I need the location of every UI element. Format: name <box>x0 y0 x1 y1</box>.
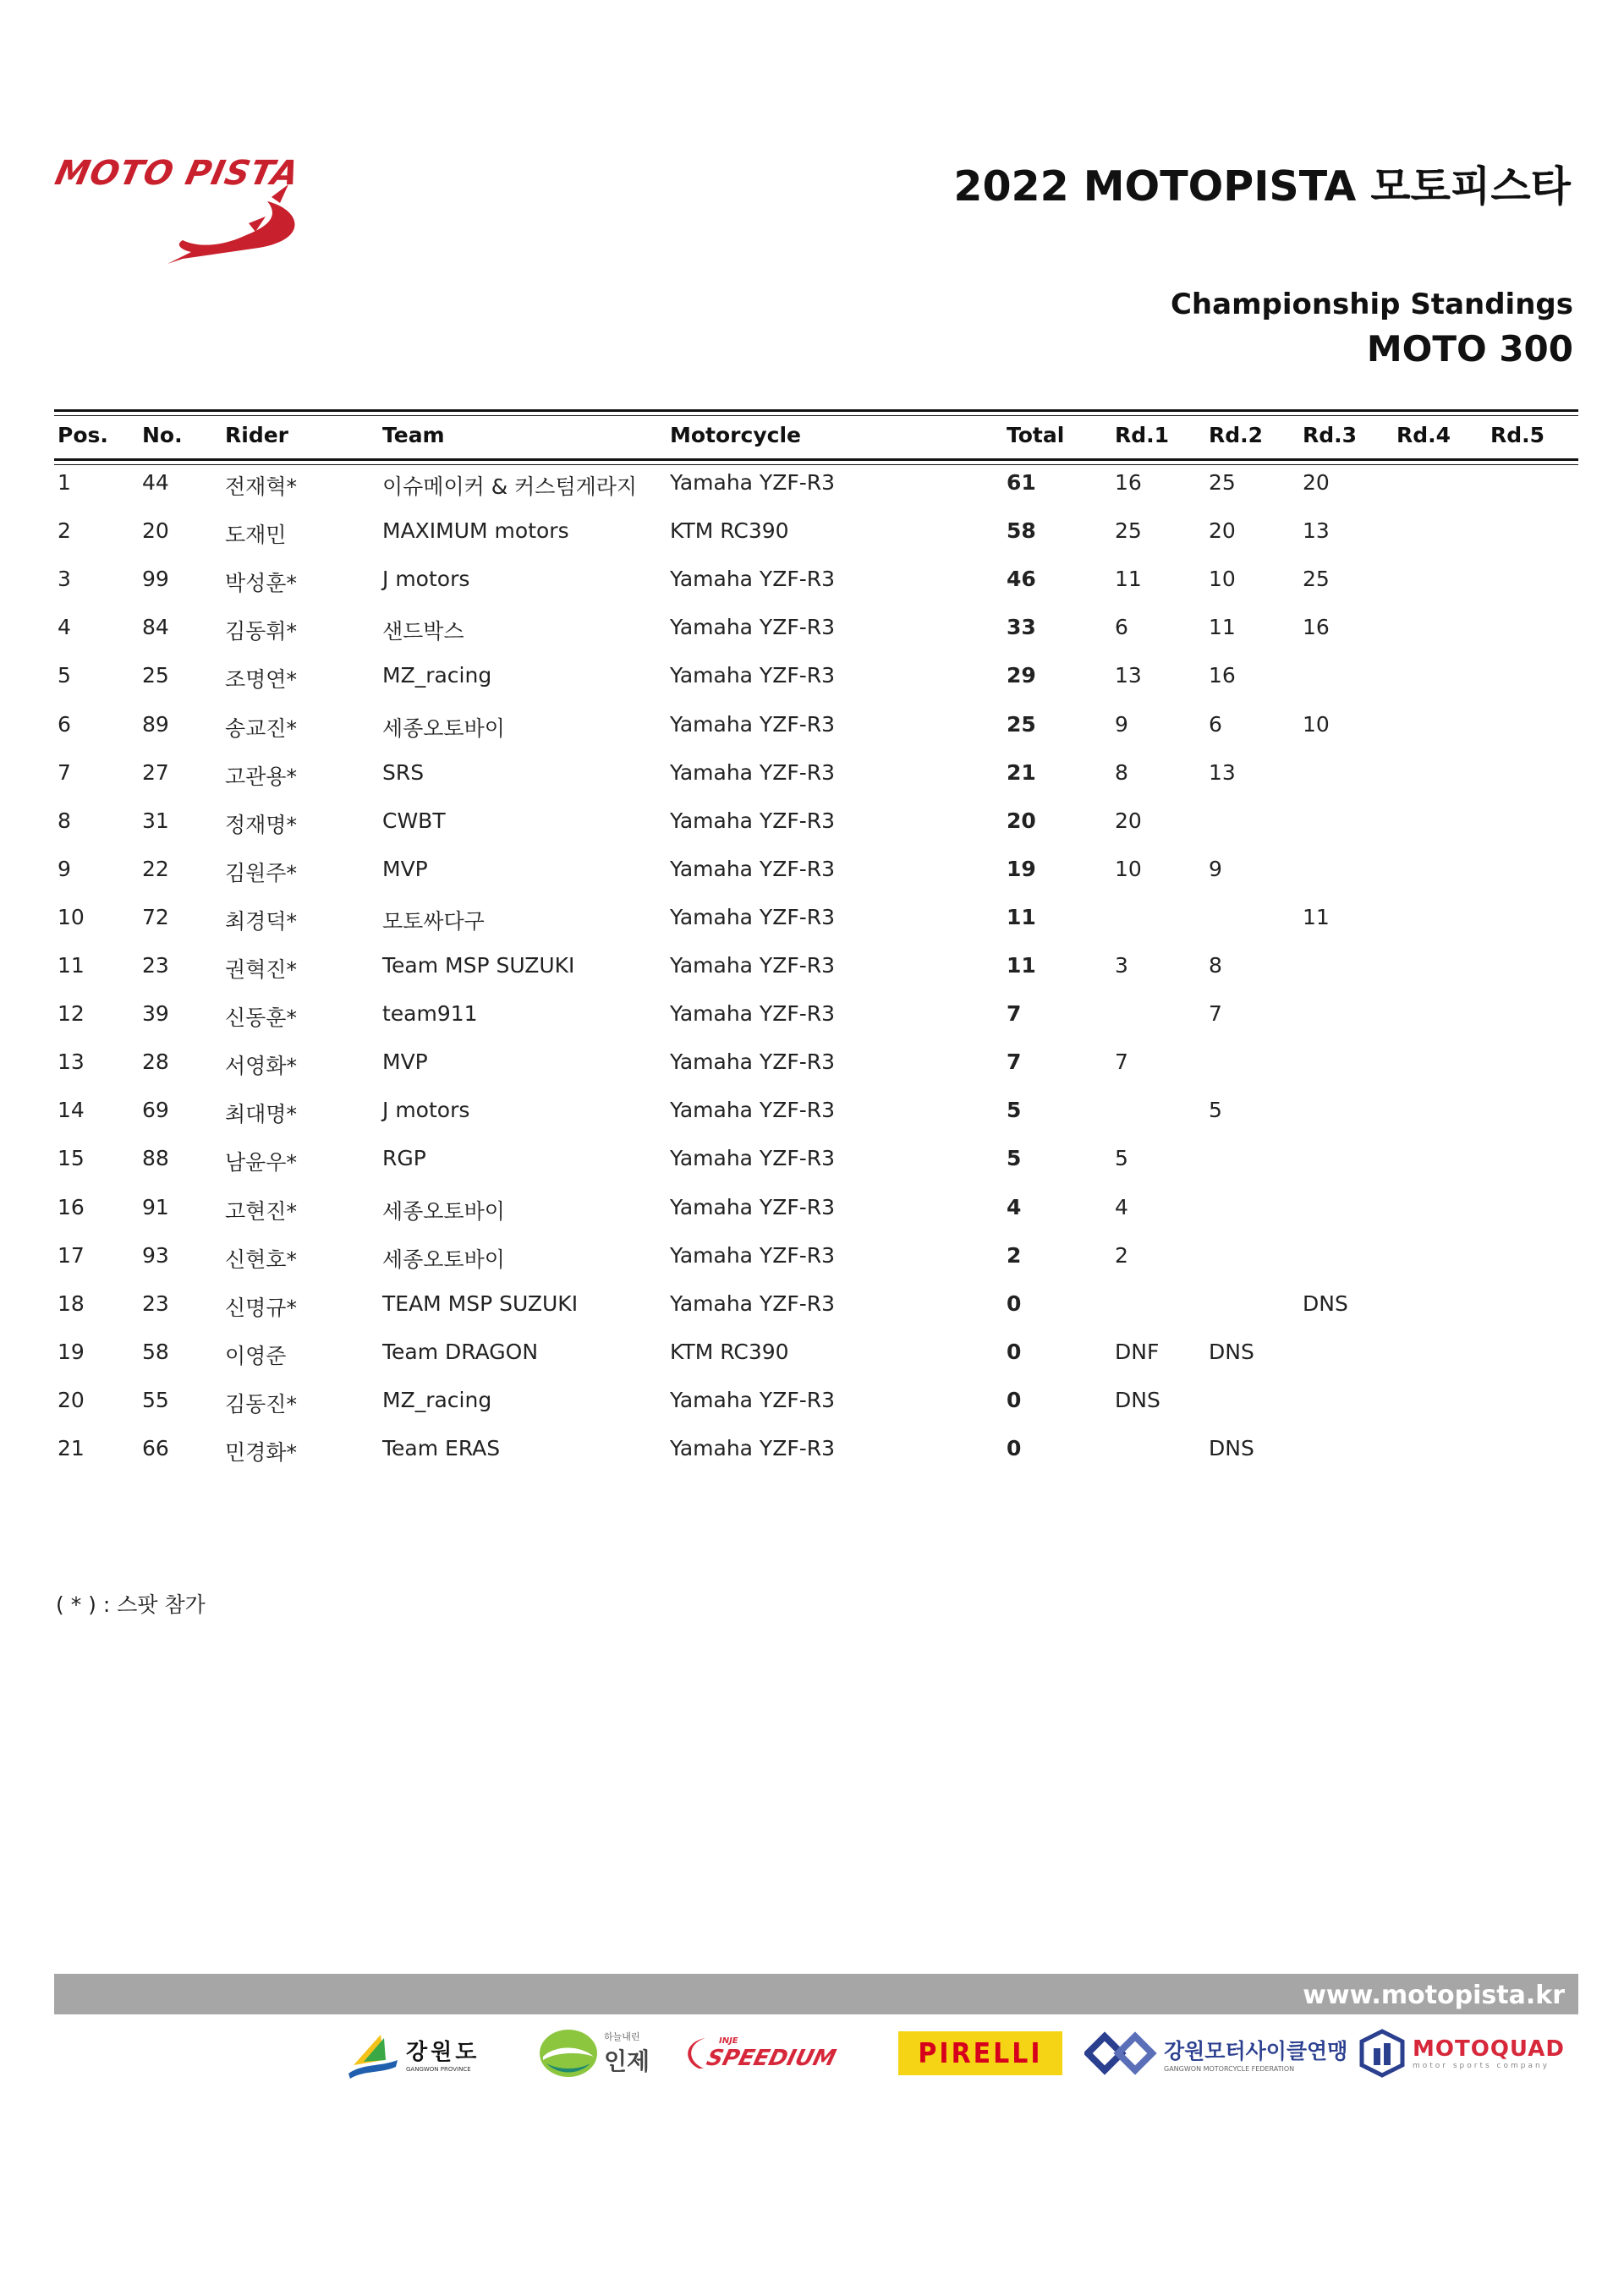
cell-total: 0 <box>1007 1387 1022 1412</box>
cell-team: 세종오토바이 <box>382 715 505 741</box>
cell-team: MVP <box>382 856 428 881</box>
cell-rd2: 9 <box>1209 856 1222 881</box>
cell-rd1: 25 <box>1115 518 1142 544</box>
cell-no: 91 <box>142 1194 169 1219</box>
cell-pos: 14 <box>58 1098 85 1123</box>
cell-motorcycle: Yamaha YZF-R3 <box>670 711 836 737</box>
speedium-icon <box>682 2035 707 2072</box>
cell-team: TEAM MSP SUZUKI <box>382 1290 579 1316</box>
cell-rd1: 9 <box>1115 711 1128 737</box>
column-header-no: No. <box>142 423 183 447</box>
column-header-rd1: Rd.1 <box>1115 423 1170 447</box>
cell-motorcycle: KTM RC390 <box>670 518 789 544</box>
table-row <box>54 615 1578 649</box>
table-row <box>54 1098 1578 1132</box>
cell-no: 20 <box>142 518 169 544</box>
cell-team: J motors <box>382 1098 470 1123</box>
cell-team: MAXIMUM motors <box>382 518 569 544</box>
cell-rd2: 25 <box>1209 470 1236 495</box>
table-row <box>54 712 1578 746</box>
column-header-motorcycle: Motorcycle <box>670 423 801 447</box>
cell-motorcycle: Yamaha YZF-R3 <box>670 1242 836 1268</box>
cell-rd3: 16 <box>1303 615 1330 640</box>
table-row <box>54 567 1578 600</box>
cell-pos: 12 <box>58 1001 85 1027</box>
cell-team: 세종오토바이 <box>382 1247 505 1272</box>
cell-pos: 3 <box>58 567 71 592</box>
cell-no: 58 <box>142 1339 169 1364</box>
table-row <box>54 1291 1578 1325</box>
cell-motorcycle: Yamaha YZF-R3 <box>670 759 836 785</box>
cell-rider: 신명규* <box>225 1295 297 1320</box>
cell-pos: 6 <box>58 711 71 737</box>
table-header <box>54 423 1578 453</box>
cell-team: 세종오토바이 <box>382 1198 505 1224</box>
cell-rider: 정재명* <box>225 812 297 837</box>
cell-pos: 11 <box>58 953 85 978</box>
table-top-rule-thin <box>54 415 1578 416</box>
cell-team: J motors <box>382 567 470 592</box>
cell-rider: 남윤우* <box>225 1150 297 1175</box>
cell-pos: 2 <box>58 518 71 544</box>
cell-team: CWBT <box>382 808 446 833</box>
cell-team: 이슈메이커 & 커스텀게라지 <box>382 474 638 499</box>
cell-rd2: DNS <box>1209 1436 1254 1460</box>
cell-pos: 20 <box>58 1387 85 1412</box>
cell-rd3: 11 <box>1303 904 1330 929</box>
cell-rd2: 8 <box>1209 953 1222 978</box>
sponsor-pirelli-name: PIRELLI <box>918 2036 1043 2070</box>
table-row <box>54 1049 1578 1083</box>
cell-rd2: DNS <box>1209 1339 1254 1364</box>
cell-total: 0 <box>1007 1436 1022 1460</box>
cell-pos: 4 <box>58 615 71 640</box>
cell-team: MZ_racing <box>382 1387 492 1412</box>
cell-motorcycle: Yamaha YZF-R3 <box>670 1194 836 1219</box>
motoquad-icon <box>1358 2028 1406 2079</box>
sponsor-inje-name: 인제 <box>604 2047 650 2075</box>
column-header-total: Total <box>1007 423 1065 447</box>
cell-no: 22 <box>142 856 169 881</box>
cell-rd2: 6 <box>1209 711 1222 737</box>
cell-motorcycle: Yamaha YZF-R3 <box>670 904 836 929</box>
cell-motorcycle: Yamaha YZF-R3 <box>670 470 836 495</box>
table-row <box>54 905 1578 939</box>
cell-motorcycle: Yamaha YZF-R3 <box>670 1436 836 1460</box>
standings-subtitle: Championship Standings <box>1170 288 1573 321</box>
cell-total: 4 <box>1007 1194 1022 1219</box>
column-header-rd5: Rd.5 <box>1490 423 1545 447</box>
column-header-rd2: Rd.2 <box>1209 423 1264 447</box>
gangwon-icon <box>347 2026 399 2080</box>
cell-rd3: DNS <box>1303 1290 1348 1316</box>
inje-icon <box>538 2026 599 2080</box>
cell-total: 7 <box>1007 1001 1022 1027</box>
cell-rider: 박성훈* <box>225 571 297 596</box>
cell-pos: 18 <box>58 1290 85 1316</box>
cell-motorcycle: Yamaha YZF-R3 <box>670 953 836 978</box>
cell-team: MVP <box>382 1049 428 1075</box>
cell-rd1: 20 <box>1115 808 1142 833</box>
cell-motorcycle: Yamaha YZF-R3 <box>670 1290 836 1316</box>
logo-text: MOTO PISTA <box>52 154 304 193</box>
cell-motorcycle: Yamaha YZF-R3 <box>670 1098 836 1123</box>
table-row <box>54 1195 1578 1229</box>
sponsor-inje <box>538 2021 665 2085</box>
cell-no: 88 <box>142 1146 169 1171</box>
cell-total: 61 <box>1007 470 1036 495</box>
cell-total: 2 <box>1007 1242 1022 1268</box>
cell-total: 5 <box>1007 1146 1022 1171</box>
sponsor-speedium-sub: INJE <box>719 2036 738 2046</box>
table-row <box>54 470 1578 504</box>
cell-team: RGP <box>382 1146 426 1171</box>
cell-motorcycle: Yamaha YZF-R3 <box>670 808 836 833</box>
cell-total: 58 <box>1007 518 1036 544</box>
cell-pos: 10 <box>58 904 85 929</box>
cell-pos: 5 <box>58 663 71 688</box>
footer-bar <box>54 1974 1578 2014</box>
cell-pos: 1 <box>58 470 71 495</box>
sponsor-strip <box>347 2021 1573 2085</box>
cell-team: MZ_racing <box>382 663 492 688</box>
cell-total: 11 <box>1007 953 1036 978</box>
cell-rd1: 13 <box>1115 663 1142 688</box>
cell-no: 25 <box>142 663 169 688</box>
cell-rd1: DNF <box>1115 1339 1160 1364</box>
cell-rd3: 10 <box>1303 711 1330 737</box>
column-header-pos: Pos. <box>58 423 108 447</box>
cell-rd1: 7 <box>1115 1049 1128 1075</box>
column-header-team: Team <box>382 423 445 447</box>
cell-no: 66 <box>142 1436 169 1460</box>
cell-team: Team ERAS <box>382 1436 501 1460</box>
cell-rider: 신동훈* <box>225 1006 297 1031</box>
cell-rider: 고관용* <box>225 764 297 789</box>
cell-rd1: 5 <box>1115 1146 1128 1171</box>
table-header-rule <box>54 458 1578 461</box>
pirelli-icon <box>898 2031 1062 2075</box>
cell-no: 99 <box>142 567 169 592</box>
table-row <box>54 953 1578 987</box>
cell-no: 28 <box>142 1049 169 1075</box>
column-header-rd3: Rd.3 <box>1303 423 1358 447</box>
cell-total: 0 <box>1007 1339 1022 1364</box>
cell-no: 72 <box>142 904 169 929</box>
cell-team: SRS <box>382 759 425 785</box>
cell-total: 33 <box>1007 615 1036 640</box>
cell-team: team911 <box>382 1001 478 1027</box>
table-row <box>54 663 1578 697</box>
column-header-rider: Rider <box>225 423 288 447</box>
cell-rider: 김동휘* <box>225 619 297 644</box>
cell-rider: 도재민 <box>225 523 287 548</box>
cell-total: 29 <box>1007 663 1036 688</box>
table-top-rule <box>54 409 1578 412</box>
cell-rd2: 20 <box>1209 518 1236 544</box>
cell-rd1: 2 <box>1115 1242 1128 1268</box>
cell-team: 모토싸다구 <box>382 908 485 934</box>
table-row <box>54 1243 1578 1277</box>
sponsor-federation-name: 강원모터사이클연맹 <box>1164 2038 1348 2063</box>
cell-no: 23 <box>142 1290 169 1316</box>
page-title: 2022 MOTOPISTA 모토피스타 <box>953 162 1571 211</box>
cell-rider: 조명연* <box>225 667 297 693</box>
cell-rider: 이영준 <box>225 1343 287 1368</box>
cell-no: 55 <box>142 1387 169 1412</box>
cell-total: 0 <box>1007 1290 1022 1316</box>
cell-total: 46 <box>1007 567 1036 592</box>
cell-pos: 17 <box>58 1242 85 1268</box>
cell-motorcycle: Yamaha YZF-R3 <box>670 1001 836 1027</box>
sponsor-speedium-name: SPEEDIUM <box>704 2045 839 2071</box>
cell-team: Team DRAGON <box>382 1339 539 1364</box>
cell-motorcycle: Yamaha YZF-R3 <box>670 615 836 640</box>
cell-rd1: 16 <box>1115 470 1142 495</box>
cell-no: 23 <box>142 953 169 978</box>
cell-total: 5 <box>1007 1098 1022 1123</box>
sponsor-inje-sub: 하늘내린 <box>604 2031 640 2042</box>
table-header-rule-thin <box>54 464 1578 465</box>
cell-pos: 15 <box>58 1146 85 1171</box>
cell-total: 7 <box>1007 1049 1022 1075</box>
cell-motorcycle: Yamaha YZF-R3 <box>670 1387 836 1412</box>
sponsor-federation <box>1084 2021 1355 2085</box>
cell-motorcycle: Yamaha YZF-R3 <box>670 567 836 592</box>
cell-team: Team MSP SUZUKI <box>382 953 575 978</box>
cell-rider: 최경덕* <box>225 908 297 934</box>
cell-rider: 권혁진* <box>225 957 297 982</box>
table-row <box>54 518 1578 552</box>
cell-rd3: 25 <box>1303 567 1330 592</box>
cell-rider: 전재혁* <box>225 474 297 499</box>
cell-pos: 7 <box>58 759 71 785</box>
cell-rider: 김동진* <box>225 1391 297 1417</box>
cell-team: 샌드박스 <box>382 619 464 644</box>
table-row <box>54 1340 1578 1373</box>
cell-rd2: 11 <box>1209 615 1236 640</box>
cell-pos: 16 <box>58 1194 85 1219</box>
cell-pos: 8 <box>58 808 71 833</box>
sponsor-gangwon-name: 강원도 <box>406 2039 480 2065</box>
cell-no: 84 <box>142 615 169 640</box>
table-row <box>54 1146 1578 1180</box>
cell-total: 11 <box>1007 904 1036 929</box>
cell-total: 21 <box>1007 759 1036 785</box>
cell-rider: 송교진* <box>225 715 297 741</box>
cell-motorcycle: Yamaha YZF-R3 <box>670 1049 836 1075</box>
table-row <box>54 1436 1578 1470</box>
cell-rd1: 6 <box>1115 615 1128 640</box>
cell-no: 93 <box>142 1242 169 1268</box>
table-row <box>54 760 1578 794</box>
cell-pos: 13 <box>58 1049 85 1075</box>
sponsor-speedium <box>682 2021 876 2085</box>
sponsor-gangwon <box>347 2021 508 2085</box>
cell-rd1: 4 <box>1115 1194 1128 1219</box>
cell-no: 39 <box>142 1001 169 1027</box>
cell-rider: 신현호* <box>225 1247 297 1272</box>
cell-rd1: DNS <box>1115 1387 1160 1412</box>
cell-motorcycle: Yamaha YZF-R3 <box>670 663 836 688</box>
cell-rd1: 3 <box>1115 953 1128 978</box>
cell-rd1: 10 <box>1115 856 1142 881</box>
cell-rider: 최대명* <box>225 1102 297 1127</box>
table-row <box>54 808 1578 842</box>
table-row <box>54 1001 1578 1035</box>
cell-rider: 김원주* <box>225 860 297 885</box>
cell-no: 27 <box>142 759 169 785</box>
cell-rd2: 5 <box>1209 1098 1222 1123</box>
sponsor-pirelli <box>898 2021 1067 2085</box>
cell-pos: 9 <box>58 856 71 881</box>
cell-pos: 21 <box>58 1436 85 1460</box>
table-row <box>54 857 1578 890</box>
federation-icon <box>1084 2030 1160 2077</box>
cell-rd2: 7 <box>1209 1001 1222 1027</box>
cell-motorcycle: Yamaha YZF-R3 <box>670 856 836 881</box>
sponsor-gangwon-sub: GANGWON PROVINCE <box>406 2065 471 2073</box>
cell-rd3: 13 <box>1303 518 1330 544</box>
cell-rd3: 20 <box>1303 470 1330 495</box>
sponsor-motoquad-sub: motor sports company <box>1413 2062 1550 2070</box>
cell-rd2: 10 <box>1209 567 1236 592</box>
cell-rider: 고현진* <box>225 1198 297 1224</box>
cell-no: 69 <box>142 1098 169 1123</box>
class-title: MOTO 300 <box>1366 328 1573 370</box>
column-header-rd4: Rd.4 <box>1396 423 1451 447</box>
cell-motorcycle: KTM RC390 <box>670 1339 789 1364</box>
cell-no: 44 <box>142 470 169 495</box>
sponsor-motoquad <box>1358 2021 1573 2085</box>
cell-total: 25 <box>1007 711 1036 737</box>
website-link[interactable]: www.motopista.kr <box>1303 1981 1565 2010</box>
cell-no: 31 <box>142 808 169 833</box>
footnote: ( * ) : 스팟 참가 <box>56 1592 206 1617</box>
sponsor-federation-sub: GANGWON MOTORCYCLE FEDERATION <box>1164 2064 1295 2073</box>
table-row <box>54 1388 1578 1422</box>
cell-rd1: 11 <box>1115 567 1142 592</box>
cell-motorcycle: Yamaha YZF-R3 <box>670 1146 836 1171</box>
cell-rd1: 8 <box>1115 759 1128 785</box>
cell-total: 19 <box>1007 856 1036 881</box>
sponsor-motoquad-name: MOTOQUAD <box>1413 2036 1565 2062</box>
cell-rider: 서영화* <box>225 1054 297 1079</box>
cell-rd2: 13 <box>1209 759 1236 785</box>
cell-pos: 19 <box>58 1339 85 1364</box>
cell-rd2: 16 <box>1209 663 1236 688</box>
cell-total: 20 <box>1007 808 1036 833</box>
cell-rider: 민경화* <box>225 1440 297 1465</box>
cell-no: 89 <box>142 711 169 737</box>
motopista-logo <box>52 151 318 269</box>
